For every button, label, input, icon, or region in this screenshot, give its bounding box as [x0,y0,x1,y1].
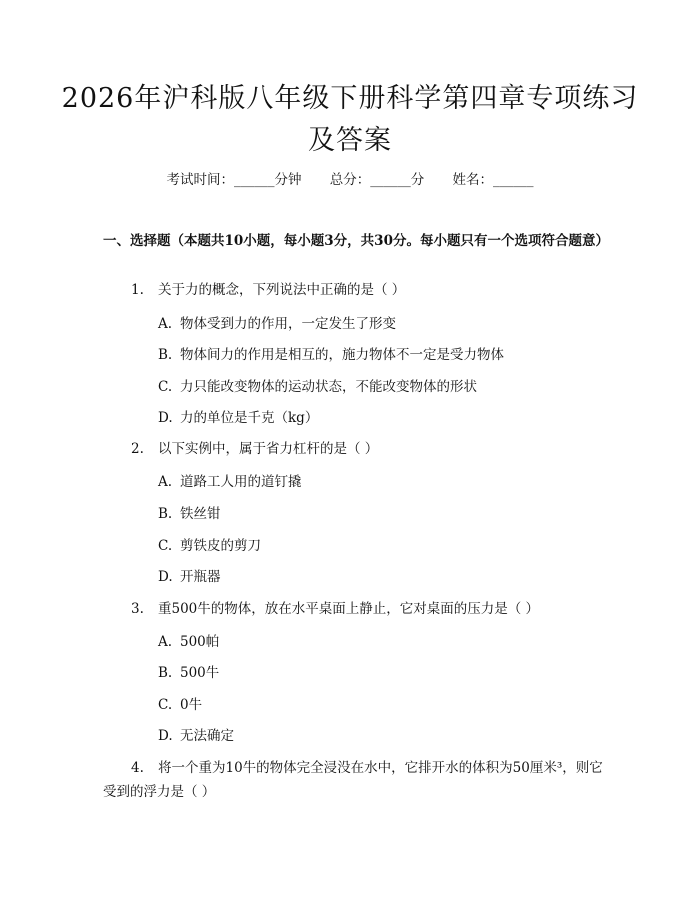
question-1 [131,278,601,302]
option-text: 0牛 [180,697,203,713]
option-label: B. [158,506,173,522]
question-2-option-d [158,567,221,587]
question-2 [131,437,601,461]
question-1-option-d [158,408,318,428]
option-label: D. [158,410,173,426]
question-text: 关于力的概念，下列说法中正确的是（ ） [158,282,406,298]
option-label: C. [158,538,173,554]
document-title: 2026年沪科版八年级下册科学第四章专项练习及答案 [61,83,639,156]
question-3-option-a [158,632,219,652]
question-number: 4. [131,760,144,776]
option-text: 500帕 [180,634,220,650]
option-text: 无法确定 [180,728,234,744]
question-3-option-b [158,663,219,683]
question-3-option-d [158,726,234,746]
question-number: 1. [131,282,144,298]
option-label: C. [158,697,173,713]
option-text: 物体间力的作用是相互的，施力物体不一定是受力物体 [180,347,504,363]
option-text: 开瓶器 [180,569,221,585]
option-label: A. [158,474,173,490]
question-text: 以下实例中，属于省力杠杆的是（ ） [158,441,379,457]
question-text: 将一个重为10牛的物体完全浸没在水中，它排开水的体积为50厘米³，则它受到的浮力是（ ） [103,760,603,800]
question-1-option-b [158,345,504,365]
option-label: A. [158,316,173,332]
question-2-option-c [158,536,261,556]
option-label: A. [158,634,173,650]
option-label: D. [158,569,173,585]
question-1-option-c [158,377,477,397]
question-3-option-c [158,695,202,715]
option-text: 铁丝钳 [180,506,221,522]
option-text: 500牛 [180,665,220,681]
question-1-option-a [158,314,396,334]
exam-name: 姓名：______ [452,172,534,188]
question-number: 3. [131,601,144,617]
question-text: 重500牛的物体，放在水平桌面上静止，它对桌面的压力是（ ） [158,601,540,617]
option-label: B. [158,665,173,681]
option-text: 力只能改变物体的运动状态，不能改变物体的形状 [180,379,477,395]
option-text: 剪铁皮的剪刀 [180,538,261,554]
question-3 [131,597,601,621]
option-label: C. [158,379,173,395]
option-text: 物体受到力的作用，一定发生了形变 [180,316,396,332]
exam-score: 总分：______分 [329,172,425,188]
question-4 [103,756,603,804]
question-2-option-a [158,472,302,492]
section-heading: 一、选择题（本题共10小题，每小题3分，共30分。每小题只有一个选项符合题意） [103,233,609,249]
exam-time: 考试时间：______分钟 [166,172,302,188]
option-label: B. [158,347,173,363]
option-text: 力的单位是千克（kg） [180,410,319,426]
question-number: 2. [131,441,144,457]
option-label: D. [158,728,173,744]
question-2-option-b [158,504,221,524]
exam-meta [0,168,700,188]
option-text: 道路工人用的道钉撬 [180,474,302,490]
